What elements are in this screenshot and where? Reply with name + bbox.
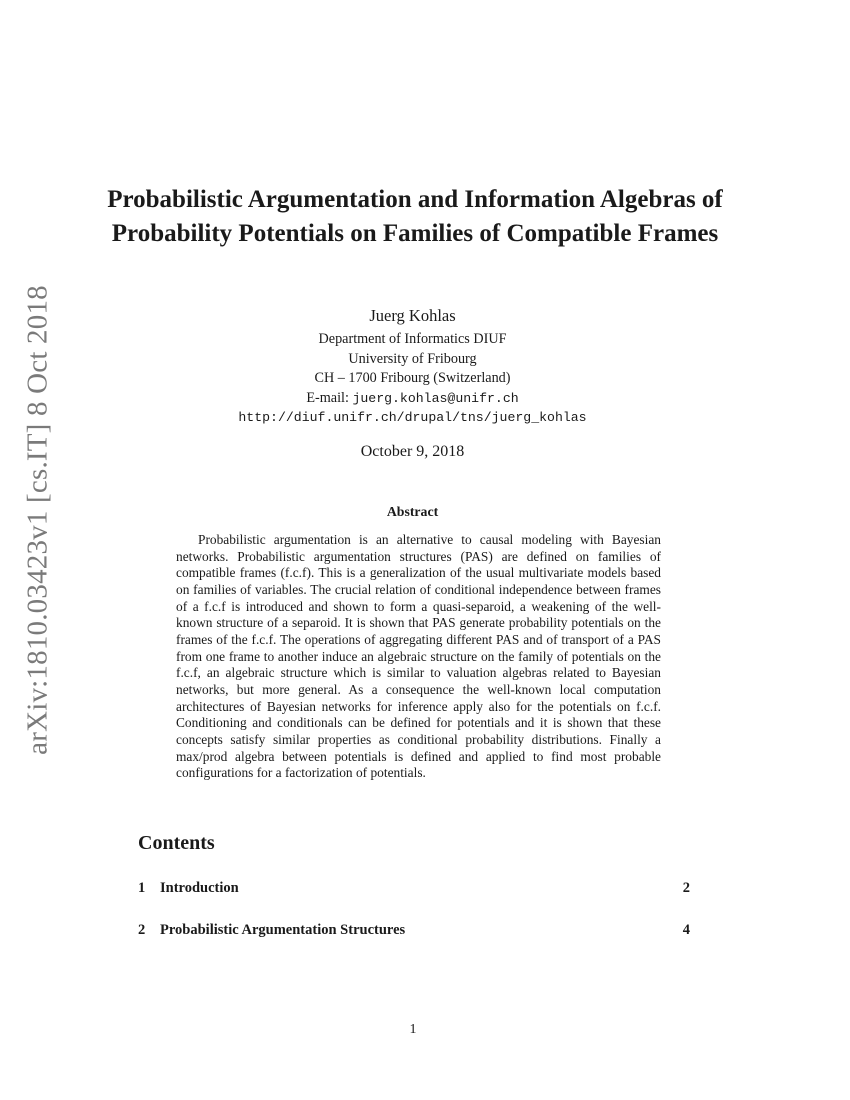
toc-entry-label: Probabilistic Argumentation Structures — [160, 922, 406, 938]
abstract-text: Probabilistic argumentation is an alternative to causal modeling with Bayesian networks. Probabilistic argumentation structures (PAS) are defined on families of compatible frames (f.c.f). This is a generalization of the usual multivariate models based on families of variables. The crucial relation of conditional independence between frames of a f.c.f is introduced and shown to form a quasi-separoid, a weakening of the well-known structure of a separoid. It is shown that PAS generate probability potentials on the frames of the f.c.f. The operations of aggregating different PAS and of transport of a PAS from one frame to another induce an algebraic structure on the family of potentials on the f.c.f, an algebraic structure which is similar to valuation algebras related to Bayesian networks, but more general. As a consequence the well-known local computation architectures of Bayesian networks for inference apply also for the potentials on f.c.f. Conditioning and conditionals can be defined for potentials and it is shown that these concepts satisfy similar properties as conditional probability distributions. Finally a max/prod algebra between potentials is defined and applied to find most probable configurations for a factorization of potentials. — [176, 532, 661, 781]
email-label: E-mail: — [306, 389, 353, 406]
abstract-heading: Abstract — [386, 504, 439, 519]
author-name: Juerg Kohlas — [369, 306, 456, 325]
toc-entry[interactable] — [138, 880, 690, 897]
author-university: University of Fribourg — [348, 350, 477, 367]
contents-heading: Contents — [138, 832, 215, 854]
author-url-link[interactable]: http://diuf.unifr.ch/drupal/tns/juerg_kohlas — [238, 410, 587, 425]
author-email-link[interactable]: juerg.kohlas@unifr.ch — [352, 390, 519, 406]
toc-entry-page: 4 — [682, 922, 690, 938]
paper-date: October 9, 2018 — [360, 443, 465, 460]
toc-entry-label: Introduction — [160, 880, 239, 896]
author-block — [150, 305, 675, 428]
arxiv-identifier: arXiv:1810.03423v1 [cs.IT] 8 Oct 2018 — [21, 285, 54, 755]
toc-entry-number: 2 — [138, 922, 146, 938]
toc-entry-number: 1 — [138, 880, 146, 896]
author-address: CH – 1700 Fribourg (Switzerland) — [314, 370, 511, 386]
author-department: Department of Informatics DIUF — [318, 331, 507, 347]
author-email-line — [150, 389, 675, 409]
paper-title: Probabilistic Argumentation and Information Algebras of Probability Potentials on Families of Compatible Frames — [107, 186, 723, 247]
toc-entry[interactable] — [138, 922, 690, 939]
toc-entry-page: 2 — [682, 880, 690, 896]
page-number: 1 — [409, 1022, 417, 1037]
